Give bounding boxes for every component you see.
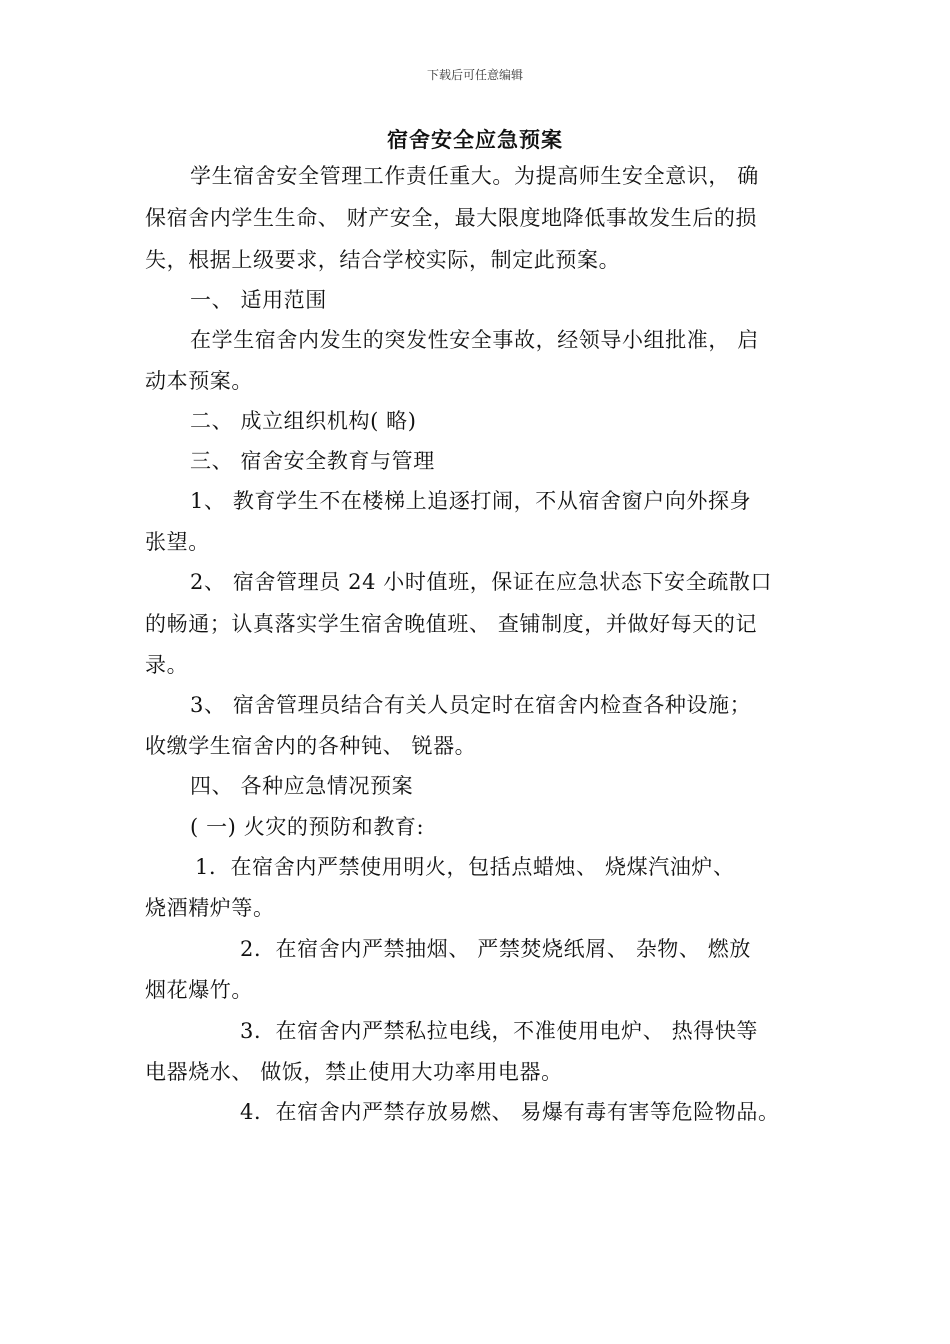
section-heading: 一、 适用范围 (190, 288, 327, 312)
section-heading: 二、 成立组织机构( 略) (190, 409, 417, 433)
section-heading: 三、 宿舍安全教育与管理 (190, 449, 435, 473)
list-item-line: 2．在宿舍内严禁抽烟、 严禁焚烧纸屑、 杂物、 燃放 (240, 937, 751, 961)
list-item-line: 1．在宿舍内严禁使用明火，包括点蜡烛、 烧煤汽油炉、 (195, 855, 735, 879)
list-item-line: 烧酒精炉等。 (145, 896, 275, 920)
list-item-line: 3．在宿舍内严禁私拉电线，不准使用电炉、 热得快等 (240, 1019, 759, 1043)
header-note: 下载后可任意编辑 (426, 68, 523, 82)
subsection-heading: ( 一) 火灾的预防和教育: (190, 815, 425, 839)
document-title: 宿舍安全应急预案 (387, 127, 563, 152)
section-heading: 四、 各种应急情况预案 (190, 774, 414, 798)
list-item-line: 录。 (145, 653, 189, 677)
list-item-line: 张望。 (145, 530, 210, 554)
list-item-line: 收缴学生宿舍内的各种钝、 锐器。 (145, 734, 477, 758)
paragraph-line: 在学生宿舍内发生的突发性安全事故，经领导小组批准， 启 (190, 328, 759, 352)
paragraph-line: 学生宿舍安全管理工作责任重大。为提高师生安全意识， 确 (190, 164, 759, 188)
list-item-line: 烟花爆竹。 (145, 978, 253, 1002)
list-item-line: 电器烧水、 做饭，禁止使用大功率用电器。 (145, 1060, 563, 1084)
list-item-line: 3、 宿舍管理员结合有关人员定时在宿舍内检查各种设施； (190, 693, 752, 717)
paragraph-line: 保宿舍内学生生命、 财产安全，最大限度地降低事故发生后的损 (145, 206, 758, 230)
list-item-line: 2、 宿舍管理员 24 小时值班，保证在应急状态下安全疏散口 (190, 570, 773, 594)
paragraph-line: 失，根据上级要求，结合学校实际，制定此预案。 (145, 248, 621, 272)
list-item-line: 1、 教育学生不在楼梯上追逐打闹，不从宿舍窗户向外探身 (190, 489, 752, 513)
list-item-line: 的畅通；认真落实学生宿舍晚值班、 查铺制度，并做好每天的记 (145, 612, 758, 636)
list-item-line: 4．在宿舍内严禁存放易燃、 易爆有毒有害等危险物品。 (240, 1100, 780, 1124)
paragraph-line: 动本预案。 (145, 369, 253, 393)
